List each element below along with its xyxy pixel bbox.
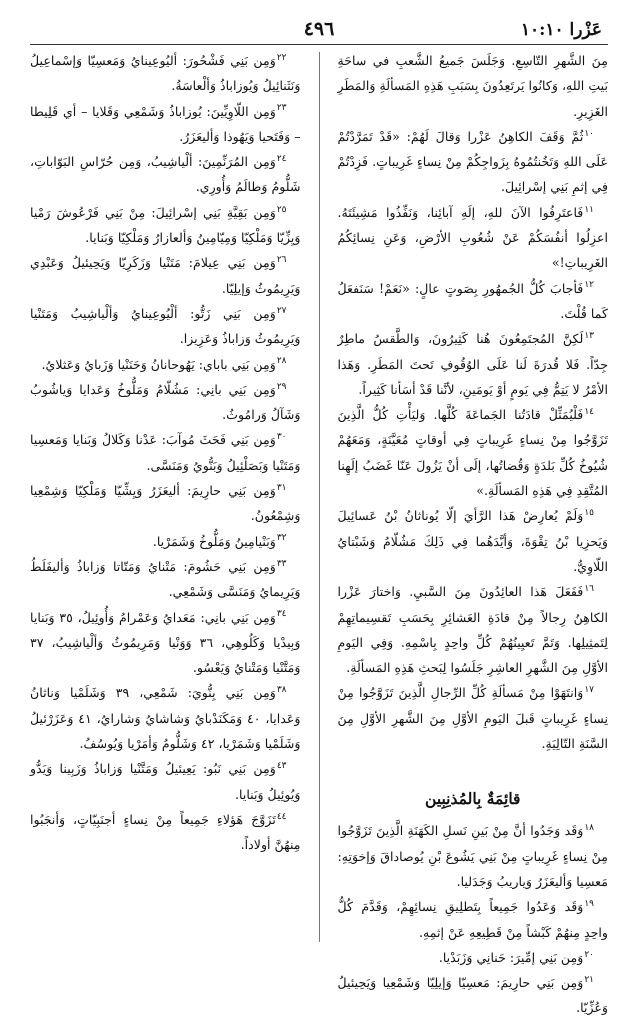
verse-number: ٣٨ (276, 685, 287, 696)
verse-paragraph (30, 680, 301, 756)
right-column-body (338, 48, 609, 756)
left-column-body (30, 48, 301, 858)
verse-number: ١٦ (584, 584, 594, 595)
verse-paragraph (338, 579, 609, 680)
verse-paragraph (30, 427, 301, 478)
page-header (30, 14, 608, 45)
verse-paragraph (30, 529, 301, 554)
verse-number: ١٤ (584, 406, 594, 417)
page-number: ٤٩٦ (303, 18, 335, 40)
verse-number: ٣٢ (276, 533, 287, 544)
verse-text: وَمِن بَنِي فَحَثَ مُوآبَ: عَدْنا وَكَلالُ وَبَنايا وَمَعسِيا وَمَتَنْيا وَبَصَلْئِيلُ وَبَنُّويُ وَمَنَسَّى. (30, 432, 301, 473)
verse-text: وَمِن بَنِي نَبُو: يَعِيئيلُ وَمَتَّنْيا وَزاباذُ وَزَبِينا وَيَدُّو وَيُوئِيلُ وَبَنايا. (30, 761, 301, 802)
verse-paragraph (30, 149, 301, 200)
verse-paragraph (30, 554, 301, 605)
text-columns (30, 48, 608, 1016)
verse-text: وَمِن بَنِي بانِي: مَعَدايُ وَعَمْرامُ وَأُوئِيلُ، ٣٥ وَبَنايا وَبِيدْيا وَكَلُوهِي، ٣٦ وَوَنْيا وَمَرِيمُوثُ وَألْياشِيبُ، ٣٧ وَمَتَّنْيا وَمَتْنايُ وَيَعْسُو. (30, 609, 301, 676)
verse-text: وَمِن اللّاوِيِّينَ: يُوزاباذُ وَشَمْعِي وَقَلايا – أي قَلِيطا – وَفَتَحيا وَيَهُوذا وَأليعَزَرُ. (30, 103, 301, 144)
verse-number: ٢٣ (276, 103, 287, 114)
verse-number: ٢٩ (276, 381, 287, 392)
verse-text: وَمِن بَنِي بِنُّويَ: شَمْعِي، ٣٩ وَشَلَمْيا وَناثانُ وَعَدايا، ٤٠ وَمَكَنَدْبايُ وَشاشايُ وَشارايُ، ٤١ وَعَزَرْئيلُ وَشَلَمْيا وَشَمَرْيا، ٤٢ وَشَلُّومُ وَأمَرْيا وَيُوسُفُ. (30, 685, 301, 752)
verse-paragraph (30, 301, 301, 352)
verse-paragraph (30, 352, 301, 377)
verse-number: ٣٤ (276, 609, 287, 620)
verse-text: وَمِن بَقِيَّةِ بَنِي إسْرائِيلَ: مِنْ بَنِي فَرْعُوشَ رَمْيا وَيِزِّيّا وَمَلْكِيّا وَمِيّامِينُ وَألعازارُ وَمَلْكِيّا وَبَنايا. (30, 204, 301, 246)
verse-text: وَانتَهَوْا مِنْ مَسألَةِ كُلِّ الرِّجالِ الَّذِينَ تَزَوَّجُوا مِنْ نِساءٍ غَرِيباتٍ قَبلَ اليَومِ الأوَّلِ مِنَ الشَّهرِ الأوَّلِ مِنَ السَّنَةِ التّالِيَةِ. (337, 685, 608, 752)
verse-text: وَلَمْ يُعارِضْ هَذا الرَّأيَ إلّا يُوناثانُ بْنُ عَسائِيلَ وَيَحزِيا بْنُ تِقْوَةَ، وَأيَّدَهُما فِي ذَلِكَ مَشُلّامُ وَشَبْتايُ اللّاوِيُّ. (337, 508, 608, 574)
verse-text: فَلْيُمَثِّلْ قادَتُنا الجَماعَةَ كُلَّها. وَليَأْتِ كُلُّ الَّذِينَ تَزَوَّجُوا مِنْ نِساءٍ غَرِيباتٍ فِي أوقاتٍ مُعَيَّنَةٍ، وَمَعَهُمْ شُيُوخُ كُلِّ بَلدَةٍ وَقُضاتُها، إلَى أنْ يَزُولَ عَنّا غَضَبُ إلَهِنا المُتَّقِدِ فِي هَذِهِ المَسألَةِ.» (337, 407, 608, 499)
verse-text: فَفَعَلَ هَذا العائِدُونَ مِنَ السَّبيِ. وَاختارَ عَزْرا الكاهِنُ رِجالاً مِنْ قادَةِ العَشائِرِ بِحَسَبِ تَقسِيماتِهِمْ لِتَمثِيلِها. وَتَمَّ تَعيِينُهُمْ كُلِّ واحِدٍ بِاسْمِهِ. وَفِي اليَومِ الأوَّلِ مِنَ الشَّهرِ العاشِرِ جَلَسُوا لِبَحثِ هَذِهِ المَسألَةِ. (337, 584, 608, 676)
verse-text: وَمِن بَنِي إمِّيرَ: حَنانِي وَزَبَدْيا. (438, 949, 584, 965)
verse-number: ٢١ (584, 974, 594, 985)
left-column (30, 48, 301, 942)
verse-paragraph (30, 48, 301, 99)
verse-number: ٣١ (276, 482, 287, 493)
verse-number: ١٨ (584, 823, 594, 834)
verse-paragraph (338, 680, 609, 756)
verse-paragraph (30, 756, 301, 807)
verse-text: لَكِنَّ المُجتَمِعُونَ هُنا كَثِيرُونَ، وَالطَّقسُ ماطِرٌ جِدّاً. فَلا قُدرَةَ لَنا عَلَى الوُقُوفِ تَحتَ المَطَرِ. وَهَذا الأمْرُ لا يَتِمُّ فِي يَومٍ أوْ يَومَينِ، لأنَّنا قَدْ أسَأنا كَثِيراً. (337, 331, 608, 397)
verse-number: ١٥ (584, 508, 594, 519)
verse-text: فَأجابَ كُلُّ الجُمهُورِ بِصَوتٍ عالٍ: «نَعَمْ! سَنَفعَلُ كَما قُلْتَ. (337, 280, 608, 321)
verse-paragraph (30, 807, 301, 858)
verse-text: فَاعتَرِفُوا الآنَ للهِ، إلَهِ آبائِنا، وَنَفِّذُوا مَشِيئَتَهُ. اعزِلُوا أنفُسَكُمْ عَنْ شُعُوبِ الأرْضِ، وَعَنِ نِسائِكُمُ الغَرِيباتِ!» (337, 204, 608, 271)
verse-text: وَمِن المُرَنِّمِينَ: ألْياشِيبُ، وَمِن حُرّاسِ البَوّاباتِ، شَلُّومُ وَطالَمُ وَأُورِي. (30, 154, 301, 195)
verse-text: وَمِن بَنِي عِيلامَ: مَتَنْيا وَزَكَرِيّا وَيَحِيئيلُ وَعَبْدِي وَيَرِيمُوثُ وَإيلِيّا. (30, 255, 301, 296)
verse-number: ١٧ (584, 685, 594, 696)
verse-number: ٢٠ (584, 949, 594, 960)
verse-number: ٢٤ (276, 154, 287, 164)
verse-paragraph (338, 894, 609, 945)
verse-paragraph (30, 377, 301, 428)
verse-text: وَمِن بَنِي زَتُّو: ألْيُوعِينايُ وَألْياشِيبُ وَمَتَنْيا وَيَرِيمُوثُ وَزاباذُ وَعَزِيزا. (30, 305, 301, 347)
running-head: عَزْرا ١٠:١٠ (520, 20, 602, 40)
section-heading: قائِمَةٌ بِالمُذنِبِين (425, 789, 521, 809)
verse-number: ١٣ (584, 331, 594, 342)
verse-text: وَمِن بَنِي حارِيمَ: مَعسِيّا وَإيلِيّا وَشَمْعِيا وَيَحِيئيلُ وَعُزِّيّا. (337, 975, 608, 1016)
verse-paragraph (338, 276, 609, 327)
verse-number: ٢٥ (276, 204, 287, 215)
verse-paragraph (30, 605, 301, 681)
verse-text: وَقَد وَعَدُوا جَمِيعاً بِتَطلِيقِ نِسائِهِمْ، وَقَدَّمَ كُلُّ واحِدٍ مِنهُمْ كَبْشاً مِنْ قَطِيعِهِ عَنْ إثمِهِ. (337, 899, 608, 940)
verse-paragraph (338, 200, 609, 276)
verse-number: ٤٤ (276, 811, 287, 822)
verse-number: ١٢ (584, 280, 594, 291)
verse-paragraph (338, 945, 609, 970)
verse-number: ٣٠ (276, 432, 287, 443)
verse-paragraph (338, 402, 609, 503)
verse-text: تَزَوَّجَ هَؤلاءِ جَمِيعاً مِنْ نِساءٍ أجنَبِيّاتٍ، وَأنجَبُوا مِنهُنَّ أولاداً. (30, 811, 301, 853)
verse-paragraph (30, 250, 301, 301)
verse-paragraph (30, 99, 301, 150)
verse-number: ٢٧ (276, 305, 287, 316)
verse-text: وَمِن بَنِي حارِيمَ: أليعَزَرُ وَيِشِّيّا وَمَلْكِيّا وَشِمْعِيا وَشِمْعُونُ. (30, 483, 301, 524)
verse-paragraph (338, 124, 609, 200)
verse-number: ٢٦ (276, 255, 287, 266)
verse-text: مِنَ الشَّهرِ التّاسِعِ. وَجَلَسَ جَميعُ الشَّعبِ في ساحَةِ بَيتِ اللهِ، وَكانُوا يَرتَعِدُونَ بِسَبَبِ هَذِهِ المَسألَةِ وَالمَطَرِ الغَزِيرِ. (337, 53, 608, 119)
verse-paragraph (338, 818, 609, 894)
verse-text: ثُمَّ وَقَفَ الكاهِنُ عَزْرا وَقالَ لَهُمْ: «قَدْ تَمَرَّدْتُمْ عَلَى اللهِ وَتَخُنتُمُوهُ بِزَواجِكُمْ مِنْ نِساءٍ غَرِيباتٍ. فَزِدْتُمْ فِي إثمِ بَنِي إسْرائِيلَ. (337, 128, 608, 195)
verse-paragraph (338, 326, 609, 402)
verse-number: ١١ (584, 204, 594, 215)
right-column (337, 48, 609, 1016)
verse-number: ٣٣ (276, 558, 287, 569)
verse-text: وَبَنْيامِينُ وَمَلُّوخُ وَشَمَرْيا. (152, 533, 276, 549)
column-divider (319, 52, 320, 942)
verse-number: ٤٣ (276, 761, 287, 772)
verse-text: وَمِن بَنِي فَشْحُورَ: أليُوعِينايُ وَمَعسِيّا وَإسْماعِيلُ وَنَثَنائِيلُ وَيُوزاباذُ وَألْعاسَةُ. (30, 53, 301, 94)
verse-text: وَقَد وَجَدُوا أنَّ مِنْ بَينِ نَسلِ الكَهَنَةِ الَّذِينَ تَزَوَّجُوا مِنْ نِساءٍ غَرِيباتٍ مِنْ بَنِي يَشُوعَ بْنِ يُوصاداقَ وَإخوَتِهِ: مَعسِيا وَأليعَزَرُ وَياريبُ وَجَدَليا. (337, 823, 608, 889)
verse-paragraph (338, 503, 609, 579)
verse-text: وَمِن بَنِي حَشُومَ: مَتْنايُ وَمَتّاتا وَزاباذُ وَأليفَلَطُ وَيَرِيمايُ وَمَنَسَّى وَشَمْعِي. (30, 558, 301, 600)
section-body (338, 818, 609, 1020)
verse-paragraph (30, 200, 301, 251)
verse-paragraph (338, 970, 609, 1021)
verse-paragraph (338, 48, 609, 124)
verse-text: وَمِن بَنِي باباي: يَهُوحانانُ وَحَنَنْيا وَزَبايُ وَعَثلايُ. (41, 356, 276, 372)
verse-number: ٢٨ (276, 356, 287, 367)
verse-text: وَمِن بَنِي بانِي: مَشُلّامُ وَمَلُّوخُ وَعَدايا وَياشُوبُ وَشَآلُ وَرامُوثُ. (30, 381, 301, 423)
verse-paragraph (30, 478, 301, 529)
verse-number: ١٠ (584, 128, 594, 139)
verse-number: ١٩ (584, 899, 594, 910)
verse-number: ٢٢ (276, 52, 287, 63)
